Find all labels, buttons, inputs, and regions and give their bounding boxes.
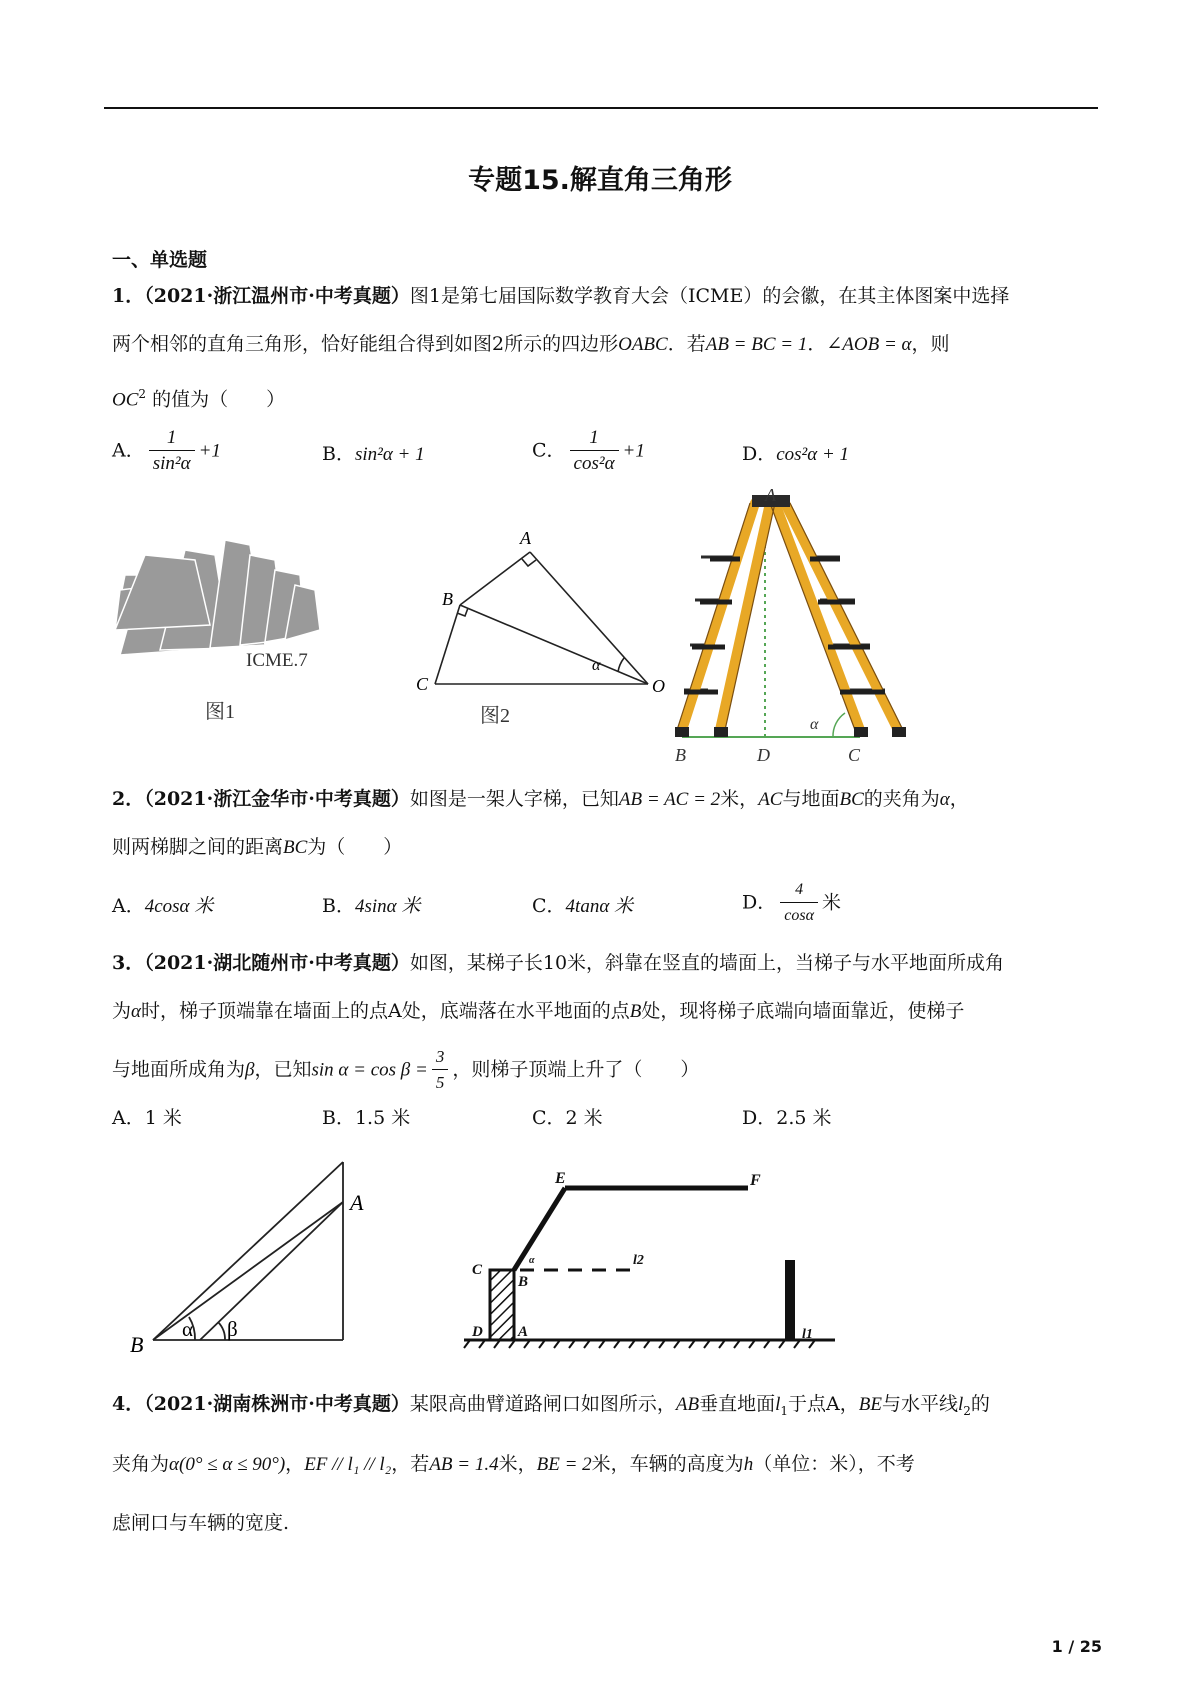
q1-option-c xyxy=(532,426,645,477)
q3-option-d xyxy=(742,1104,832,1132)
q4-number: 4． xyxy=(112,1393,145,1415)
q2-option-d-label: D． xyxy=(742,891,777,914)
q1-line2 xyxy=(112,330,950,359)
ladder-label-alpha: α xyxy=(810,716,819,733)
gate-label-alpha: α xyxy=(529,1255,535,1266)
q4-text1g: 与水平线 xyxy=(881,1393,958,1415)
gate-far-post xyxy=(785,1260,795,1340)
q2-option-b-label: B． xyxy=(322,895,355,917)
q3-option-d-label: D． xyxy=(742,1107,777,1129)
q3-option-b-text: 1.5 米 xyxy=(354,1107,411,1129)
q2-text1g: 的夹角为 xyxy=(863,788,940,810)
gate-label-c: C xyxy=(472,1262,483,1278)
q1-angle: ∠AOB = α xyxy=(826,334,912,355)
q2-source: （2021·浙江金华市·中考真题） xyxy=(144,788,410,810)
q2-line2 xyxy=(112,833,402,862)
q2-option-d-den: cosα xyxy=(784,907,814,924)
q2-option-d-num: 4 xyxy=(780,878,818,903)
gate-label-a: A xyxy=(518,1324,529,1340)
q2-option-b xyxy=(322,892,420,921)
q4-line3 xyxy=(112,1509,289,1537)
q1-option-a-label: A． xyxy=(112,439,145,462)
q2-option-d-tail: 米 xyxy=(821,891,841,914)
q1-option-d-label: D． xyxy=(742,443,777,465)
q4-text2k: （单位：米），不考 xyxy=(753,1453,915,1475)
q1-line3 xyxy=(112,380,285,414)
q1-option-c-label: C． xyxy=(532,439,566,462)
q3-option-c xyxy=(532,1104,603,1132)
q4-source: （2021·湖南株洲市·中考真题） xyxy=(144,1393,410,1415)
q4-text2c: ， xyxy=(285,1453,305,1475)
figure-ladder-wall xyxy=(125,1150,385,1360)
q4-parallel: EF // l₁ // l₂ xyxy=(304,1454,392,1475)
q1-oc: OC xyxy=(112,389,139,411)
q3-equation: sin α = cos β = xyxy=(311,1059,428,1081)
q3-option-d-text: 2.5 米 xyxy=(776,1107,832,1129)
q3-beta: β xyxy=(245,1059,255,1081)
fig1-caption: 图1 xyxy=(205,701,235,723)
q1-option-a xyxy=(112,426,221,477)
q4-angle-range: α(0° ≤ α ≤ 90°) xyxy=(169,1454,286,1475)
q3-point-b: B xyxy=(629,1001,642,1022)
q4-be-value: BE = 2 xyxy=(536,1454,592,1475)
q3-line3 xyxy=(112,1045,699,1096)
q2-option-a-label: A． xyxy=(112,895,145,917)
q1-option-c-tail: +1 xyxy=(622,440,645,462)
q3-frac-num: 3 xyxy=(432,1045,449,1070)
q4-text1i: 的 xyxy=(970,1393,990,1415)
q1-condition: AB = BC = 1 xyxy=(705,334,808,355)
q2-option-b-text: 4sinα 米 xyxy=(354,896,421,917)
wall-fig-label-b: B xyxy=(130,1332,144,1357)
q3-number: 3． xyxy=(112,952,145,974)
q2-alpha: α xyxy=(939,789,950,810)
q1-option-c-den: cos²α xyxy=(573,453,615,474)
ladder-label-b: B xyxy=(675,745,686,765)
q4-l2: l xyxy=(958,1394,964,1415)
q1-text1: 图1是第七届国际数学教育大会（ICME）的会徽，在其主体图案中选择 xyxy=(409,285,1010,307)
gate-post-hatched xyxy=(490,1270,514,1340)
q2-option-c-label: C． xyxy=(532,895,566,917)
q2-option-d xyxy=(742,878,841,929)
gate-label-f: F xyxy=(750,1172,761,1189)
q3-line1 xyxy=(112,949,1004,977)
q3-option-b xyxy=(322,1104,410,1132)
q2-text1i: ， xyxy=(949,788,969,810)
q1-quad-label: OABC xyxy=(618,334,668,355)
q4-l2-sub: 2 xyxy=(963,1403,971,1418)
q3-text2e: 处，现将梯子底端向墙面靠近，使梯子 xyxy=(641,1000,965,1022)
fig2-label-o: O xyxy=(652,676,665,696)
q4-text2g: 米， xyxy=(498,1453,537,1475)
q1-number: 1． xyxy=(112,285,145,307)
q3-text2a: 为 xyxy=(112,1000,132,1022)
figure-ladder xyxy=(670,485,915,770)
q1-option-c-num: 1 xyxy=(570,426,619,451)
q4-l1: l xyxy=(775,1394,781,1415)
q4-h: h xyxy=(743,1454,754,1475)
gate-label-l1: l1 xyxy=(802,1327,813,1342)
q1-text2e: ． xyxy=(807,333,827,355)
fig2-label-a: A xyxy=(520,528,531,548)
q1-text3c: 的值为（ ） xyxy=(146,388,286,411)
q3-text3e: ，则梯子顶端上升了（ ） xyxy=(452,1058,700,1081)
q2-text1a: 如图是一架人字梯，已知 xyxy=(409,788,619,810)
ladder-label-d: D xyxy=(757,745,770,765)
q2-text2c: 为（ ） xyxy=(307,836,403,858)
fig2-label-c: C xyxy=(416,674,429,694)
q1-source: （2021·浙江温州市·中考真题） xyxy=(144,285,410,307)
q2-line1 xyxy=(112,785,969,814)
q1-option-d xyxy=(742,440,849,469)
q4-text1e: 于点A， xyxy=(788,1393,859,1415)
ladder-label-c: C xyxy=(848,745,861,765)
q3-text2c: 时，梯子顶端靠在墙面上的点A处，底端落在水平地面的点 xyxy=(141,1000,630,1022)
q2-text1c: 米， xyxy=(720,788,759,810)
q3-option-c-label: C． xyxy=(532,1107,566,1129)
q4-ab-value: AB = 1.4 xyxy=(429,1454,499,1475)
wall-fig-ladder-beta xyxy=(153,1162,343,1340)
q4-text3: 虑闸口与车辆的宽度. xyxy=(112,1512,290,1534)
q4-ab: AB xyxy=(675,1394,700,1415)
fig2-segment-bo xyxy=(460,605,648,684)
fig2-segment-cb xyxy=(435,605,460,684)
gate-label-b: B xyxy=(518,1274,529,1290)
q3-source: （2021·湖北随州市·中考真题） xyxy=(144,952,410,974)
q1-text2a: 两个相邻的直角三角形，恰好能组合得到如图2所示的四边形 xyxy=(112,333,619,355)
q2-option-a-text: 4cosα 米 xyxy=(144,896,214,917)
q3-option-a xyxy=(112,1104,182,1132)
figure-1-icme-logo xyxy=(100,530,340,730)
q2-bc: BC xyxy=(839,789,864,810)
gate-label-d: D xyxy=(472,1324,483,1340)
page-title: 专题15.解直角三角形 xyxy=(468,165,732,196)
q3-option-a-label: A． xyxy=(112,1107,145,1129)
q2-text1e: 与地面 xyxy=(782,788,840,810)
q4-text2a: 夹角为 xyxy=(112,1453,170,1475)
q3-line2 xyxy=(112,997,964,1026)
q4-text1a: 某限高曲臂道路闸口如图所示， xyxy=(409,1393,676,1415)
section-heading: 一、单选题 xyxy=(112,249,208,271)
q2-ac: AC xyxy=(758,789,783,810)
q3-option-a-text: 1 米 xyxy=(144,1107,182,1129)
q2-option-c xyxy=(532,892,633,921)
q4-text1c: 垂直地面 xyxy=(699,1393,776,1415)
fig2-caption: 图2 xyxy=(480,705,510,727)
q3-alpha: α xyxy=(131,1001,141,1022)
q1-text2g: ，则 xyxy=(911,333,950,355)
gate-arm-be xyxy=(514,1188,565,1270)
q3-text1: 如图，某梯子长10米，斜靠在竖直的墙面上，当梯子与水平地面所成角 xyxy=(409,952,1005,974)
fig2-segment-ba xyxy=(460,552,530,605)
q3-option-c-text: 2 米 xyxy=(565,1107,603,1129)
q1-oc-exp: 2 xyxy=(138,387,147,401)
q1-option-b-label: B． xyxy=(322,443,355,465)
q2-text2a: 则两梯脚之间的距离 xyxy=(112,836,284,858)
wall-fig-label-alpha: α xyxy=(182,1317,194,1341)
wall-fig-label-a: A xyxy=(350,1190,364,1215)
wall-fig-ladder-steep xyxy=(200,1202,343,1340)
figure-2-quadrilateral xyxy=(410,520,670,730)
q1-line1 xyxy=(112,282,1009,310)
ladder-label-a: A xyxy=(765,485,776,505)
q2-condition: AB = AC = 2 xyxy=(618,789,721,810)
q4-text2i: 米，车辆的高度为 xyxy=(591,1453,744,1475)
gate-label-l2: l2 xyxy=(633,1253,644,1268)
q2-number: 2． xyxy=(112,788,145,810)
q1-option-a-num: 1 xyxy=(149,426,195,451)
fig2-segment-ao xyxy=(530,552,648,684)
q2-option-c-text: 4tanα 米 xyxy=(565,896,634,917)
q4-text2e: ，若 xyxy=(391,1453,430,1475)
q4-line2 xyxy=(112,1450,915,1479)
q1-option-a-tail: +1 xyxy=(198,440,221,462)
q1-option-d-text: cos²α + 1 xyxy=(776,444,850,465)
figure-road-gate xyxy=(450,1150,850,1365)
header-rule xyxy=(104,107,1098,109)
q1-option-b xyxy=(322,440,425,469)
q3-text3c: ，已知 xyxy=(254,1058,312,1081)
q1-option-a-den: sin²α xyxy=(152,453,191,474)
q4-be: BE xyxy=(858,1394,882,1415)
fig2-label-b: B xyxy=(442,589,453,609)
q4-l1-sub: 1 xyxy=(780,1403,789,1418)
gate-label-e: E xyxy=(555,1170,566,1187)
q4-line1 xyxy=(112,1390,990,1425)
q3-option-b-label: B． xyxy=(322,1107,355,1129)
fig2-label-alpha: α xyxy=(592,657,601,674)
q3-frac-den: 5 xyxy=(435,1073,445,1092)
q2-bc-2: BC xyxy=(283,837,308,858)
page-number: 1 / 25 xyxy=(1051,1637,1102,1656)
q1-text2c: ．若 xyxy=(667,333,706,355)
q1-option-b-text: sin²α + 1 xyxy=(354,444,425,465)
wall-fig-label-beta: β xyxy=(227,1317,238,1341)
q2-option-a xyxy=(112,892,213,921)
q3-text3a: 与地面所成角为 xyxy=(112,1058,246,1081)
fig1-icme-text: ICME.7 xyxy=(246,650,308,671)
